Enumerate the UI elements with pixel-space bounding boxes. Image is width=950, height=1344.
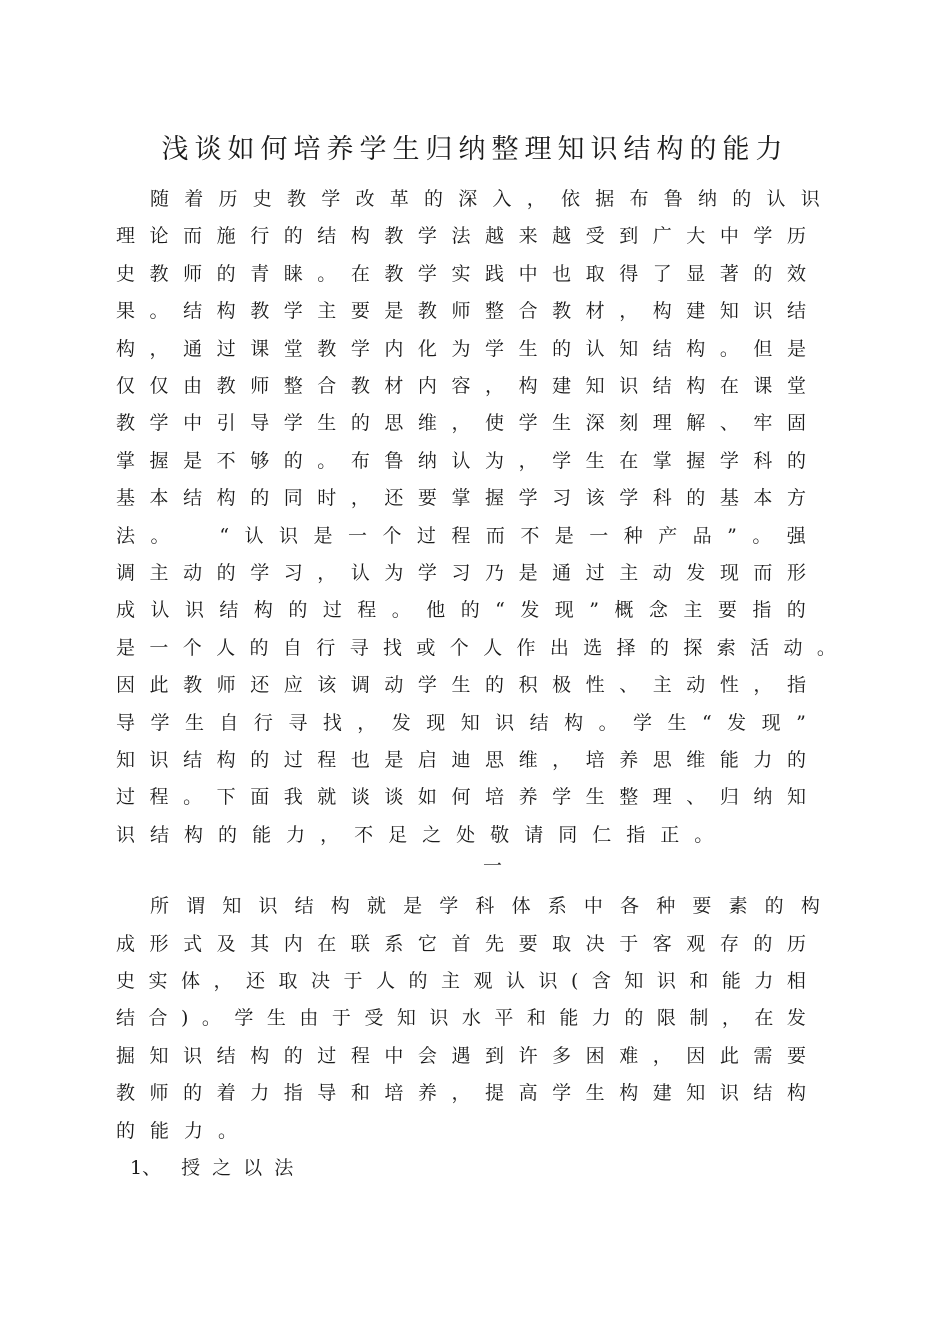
text-line: 理 论 而 施 行 的 结 构 教 学 法 越 来 越 受 到 广 大 中 学 历 — [116, 225, 806, 248]
text-line: 掌 握 是 不 够 的 。 布 鲁 纳 认 为 ， 学 生 在 掌 握 学 科 的 — [116, 449, 806, 472]
text-line: 因 此 教 师 还 应 该 调 动 学 生 的 积 极 性 、 主 动 性 ， 指 — [116, 674, 806, 697]
text-line: 识 结 构 的 能 力 ， 不 足 之 处 敬 请 同 仁 指 正 。 — [116, 823, 714, 846]
text-line: 教 学 中 引 导 学 生 的 思 维 ， 使 学 生 深 刻 理 解 、 牢 固 — [116, 412, 806, 435]
text-line: 史 教 师 的 青 睐 。 在 教 学 实 践 中 也 取 得 了 显 著 的 效 — [116, 262, 806, 285]
section-number: 一 — [482, 855, 502, 878]
text-line: 是 一 个 人 的 自 行 寻 找 或 个 人 作 出 选 择 的 探 索 活 动 。 — [116, 636, 836, 659]
text-line: 掘 知 识 结 构 的 过 程 中 会 遇 到 许 多 困 难 ， 因 此 需 要 — [116, 1044, 806, 1067]
text-line: 基 本 结 构 的 同 时 ， 还 要 掌 握 学 习 该 学 科 的 基 本 方 — [116, 487, 806, 510]
text-line: 成 形 式 及 其 内 在 联 系 它 首 先 要 取 决 于 客 观 存 的 历 — [116, 932, 806, 955]
text-line: 史 实 体 ， 还 取 决 于 人 的 主 观 认 识 ( 含 知 识 和 能 力 相 — [116, 970, 806, 992]
list-item-number: 1、 — [130, 1157, 162, 1179]
text-line: 教 师 的 着 力 指 导 和 培 养 ， 提 高 学 生 构 建 知 识 结 构 — [116, 1082, 806, 1105]
list-item-1 — [130, 1153, 305, 1183]
text-line: 知 识 结 构 的 过 程 也 是 启 迪 思 维 ， 培 养 思 维 能 力 的 — [116, 749, 806, 771]
text-line: 随 着 历 史 教 学 改 革 的 深 入 ， 依 据 布 鲁 纳 的 认 识 — [150, 188, 820, 210]
text-line: 导 学 生 自 行 寻 找 ， 发 现 知 识 结 构 。 学 生 “ 发 现 ” — [116, 711, 806, 734]
text-line: 结 合 ) 。 学 生 由 于 受 知 识 水 平 和 能 力 的 限 制 ， 在 发 — [116, 1007, 806, 1030]
document-title: 浅谈如何培养学生归纳整理知识结构的能力 — [161, 134, 789, 165]
text-line: 过 程 。 下 面 我 就 谈 谈 如 何 培 养 学 生 整 理 、 归 纳 知 — [116, 786, 806, 809]
text-line: 的 能 力 。 — [116, 1119, 238, 1142]
text-line: 所 谓 知 识 结 构 就 是 学 科 体 系 中 各 种 要 素 的 构 — [150, 895, 820, 918]
text-line: 果 。 结 构 教 学 主 要 是 教 师 整 合 教 材 ， 构 建 知 识 结 — [116, 300, 806, 323]
list-item-text: 授 之 以 法 — [181, 1157, 294, 1179]
text-line: 法 。 “ 认 识 是 一 个 过 程 而 不 是 一 种 产 品 ” 。 强 — [116, 524, 806, 547]
text-line: 构 ， 通 过 课 堂 教 学 内 化 为 学 生 的 认 知 结 构 。 但 是 — [116, 337, 806, 360]
text-line: 调 主 动 的 学 习 ， 认 为 学 习 乃 是 通 过 主 动 发 现 而 形 — [116, 562, 806, 584]
text-line: 仅 仅 由 教 师 整 合 教 材 内 容 ， 构 建 知 识 结 构 在 课 堂 — [116, 375, 806, 397]
text-line: 成 认 识 结 构 的 过 程 。 他 的 “ 发 现 ” 概 念 主 要 指 的 — [116, 599, 806, 622]
